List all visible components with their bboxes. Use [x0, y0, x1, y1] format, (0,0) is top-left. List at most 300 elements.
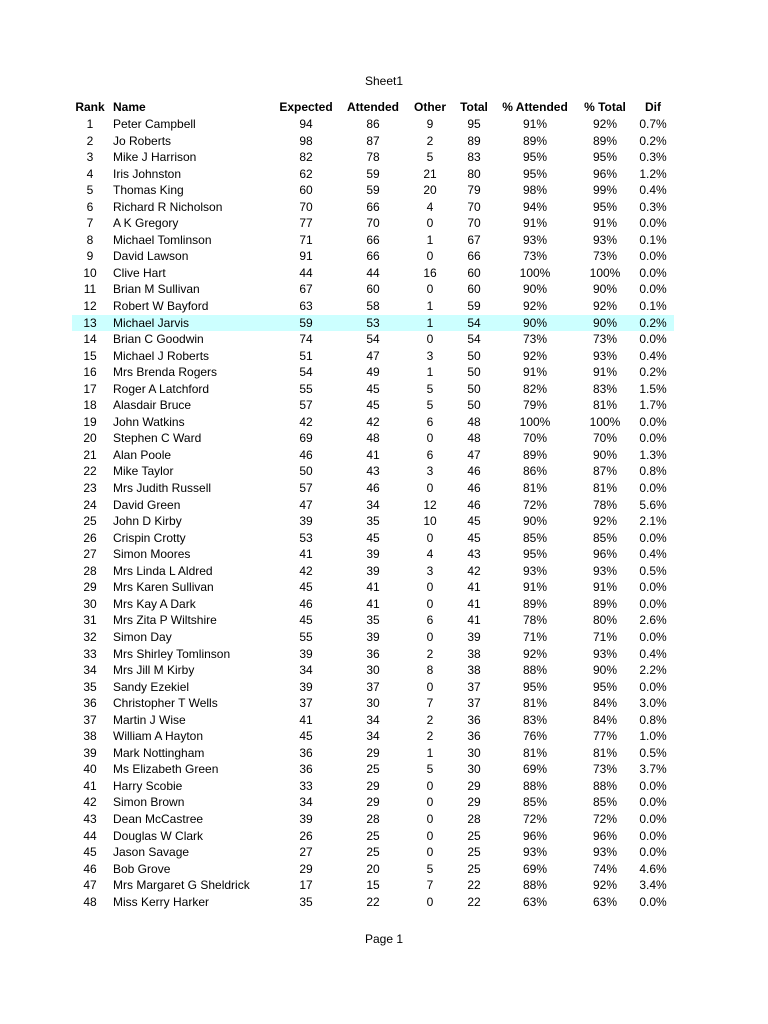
cell-name: Mike J Harrison	[113, 150, 197, 165]
cell-pct-attended: 92%	[522, 299, 548, 314]
cell-pct-attended: 86%	[522, 464, 548, 479]
cell-pct-total: 70%	[592, 431, 618, 446]
table-row	[72, 513, 674, 530]
cell-dif: 0.2%	[639, 315, 667, 330]
cell-name: Mrs Brenda Rogers	[113, 365, 218, 380]
cell-total: 89	[467, 133, 481, 148]
cell-pct-attended: 70%	[522, 431, 548, 446]
cell-expected: 39	[299, 679, 313, 694]
cell-dif: 0.4%	[639, 646, 667, 661]
cell-dif: 0.5%	[639, 563, 667, 578]
cell-expected: 94	[299, 117, 313, 131]
cell-name: Roger A Latchford	[113, 381, 210, 396]
cell-total: 66	[467, 249, 481, 264]
cell-name: Richard R Nicholson	[113, 199, 223, 214]
table-row	[72, 530, 674, 547]
cell-total: 38	[467, 646, 481, 661]
cell-attended: 45	[366, 398, 380, 413]
cell-rank: 38	[83, 729, 97, 744]
cell-pct-attended: 82%	[522, 381, 548, 396]
cell-pct-total: 96%	[592, 547, 618, 562]
cell-expected: 74	[299, 332, 313, 347]
cell-attended: 34	[366, 712, 380, 727]
cell-rank: 32	[83, 629, 97, 644]
cell-total: 29	[467, 795, 481, 810]
table-row	[72, 579, 674, 596]
cell-dif: 0.0%	[639, 431, 667, 446]
table-row	[72, 894, 674, 911]
cell-name: William A Hayton	[113, 729, 204, 744]
table-row	[72, 265, 674, 282]
cell-name: Mrs Karen Sullivan	[113, 580, 214, 595]
cell-other: 0	[426, 811, 434, 826]
cell-rank: 2	[86, 133, 94, 148]
cell-other: 5	[426, 861, 434, 876]
cell-attended: 66	[366, 199, 380, 214]
cell-attended: 37	[366, 679, 380, 694]
cell-dif: 0.0%	[639, 265, 667, 280]
cell-expected: 50	[299, 464, 313, 479]
cell-total: 41	[467, 613, 481, 628]
cell-other: 0	[426, 845, 434, 860]
cell-expected: 77	[299, 216, 313, 231]
cell-dif: 1.7%	[639, 398, 667, 413]
cell-dif: 0.0%	[639, 629, 667, 644]
cell-attended: 25	[366, 845, 380, 860]
cell-other: 0	[426, 596, 434, 611]
cell-pct-attended: 95%	[522, 679, 548, 694]
cell-rank: 37	[83, 712, 97, 727]
cell-attended: 39	[366, 629, 380, 644]
cell-total: 25	[467, 861, 481, 876]
cell-attended: 54	[366, 332, 380, 347]
table-row	[72, 414, 674, 431]
cell-pct-attended: 98%	[522, 183, 548, 198]
cell-rank: 33	[83, 646, 97, 661]
cell-name: Simon Moores	[113, 547, 191, 562]
table-row	[72, 612, 674, 629]
cell-name: Sandy Ezekiel	[113, 679, 190, 694]
cell-other: 0	[426, 282, 434, 297]
cell-dif: 0.0%	[639, 596, 667, 611]
cell-rank: 46	[83, 861, 97, 876]
cell-name: Michael J Roberts	[113, 348, 210, 363]
cell-dif: 3.4%	[639, 878, 667, 893]
cell-name: Douglas W Clark	[113, 828, 204, 843]
cell-expected: 34	[299, 663, 313, 678]
cell-total: 25	[467, 845, 481, 860]
cell-attended: 22	[366, 894, 380, 909]
cell-attended: 15	[366, 878, 380, 893]
cell-dif: 0.4%	[639, 547, 667, 562]
cell-dif: 0.0%	[639, 828, 667, 843]
cell-total: 59	[467, 299, 481, 314]
cell-pct-attended: 92%	[522, 646, 548, 661]
cell-attended: 49	[366, 365, 380, 380]
cell-dif: 0.0%	[639, 580, 667, 595]
cell-total: 36	[467, 729, 481, 744]
cell-attended: 25	[366, 828, 380, 843]
cell-rank: 31	[83, 613, 97, 628]
cell-dif: 0.1%	[639, 299, 667, 314]
table-row	[72, 182, 674, 199]
cell-attended: 29	[366, 795, 380, 810]
cell-pct-total: 89%	[592, 596, 618, 611]
cell-rank: 48	[83, 894, 97, 909]
cell-pct-total: 78%	[592, 497, 618, 512]
table-row	[72, 596, 674, 613]
cell-expected: 60	[299, 183, 313, 198]
cell-other: 1	[426, 315, 434, 330]
header-name: Name	[113, 100, 146, 114]
cell-pct-total: 91%	[592, 580, 618, 595]
cell-dif: 0.8%	[639, 712, 667, 727]
cell-attended: 41	[366, 447, 380, 462]
cell-rank: 34	[83, 663, 97, 678]
cell-other: 0	[426, 828, 434, 843]
cell-other: 1	[426, 745, 434, 760]
cell-expected: 39	[299, 646, 313, 661]
cell-other: 3	[426, 563, 434, 578]
cell-total: 54	[467, 315, 481, 330]
cell-attended: 29	[366, 778, 380, 793]
cell-pct-total: 90%	[592, 315, 618, 330]
cell-total: 47	[467, 447, 481, 462]
cell-total: 60	[467, 282, 481, 297]
cell-pct-attended: 81%	[522, 696, 548, 711]
cell-attended: 59	[366, 166, 380, 181]
cell-pct-total: 93%	[592, 232, 618, 247]
cell-dif: 1.3%	[639, 447, 667, 462]
cell-pct-total: 87%	[592, 464, 618, 479]
cell-dif: 0.0%	[639, 778, 667, 793]
cell-expected: 41	[299, 547, 313, 562]
cell-dif: 3.7%	[639, 762, 667, 777]
cell-pct-total: 73%	[592, 332, 618, 347]
cell-rank: 4	[86, 166, 94, 181]
table-row	[72, 381, 674, 398]
cell-dif: 1.0%	[639, 729, 667, 744]
cell-dif: 3.0%	[639, 696, 667, 711]
cell-rank: 9	[86, 249, 94, 264]
cell-pct-attended: 100%	[519, 414, 551, 429]
cell-expected: 35	[299, 894, 313, 909]
cell-other: 1	[426, 299, 434, 314]
cell-other: 3	[426, 348, 434, 363]
cell-dif: 0.0%	[639, 811, 667, 826]
table-row	[72, 480, 674, 497]
cell-rank: 42	[83, 795, 97, 810]
cell-other: 16	[423, 265, 437, 280]
cell-rank: 44	[83, 828, 97, 843]
cell-pct-total: 92%	[592, 117, 618, 131]
cell-expected: 91	[299, 249, 313, 264]
cell-rank: 8	[86, 232, 94, 247]
cell-pct-total: 95%	[592, 679, 618, 694]
cell-attended: 39	[366, 563, 380, 578]
cell-rank: 17	[83, 381, 97, 396]
cell-dif: 0.0%	[639, 282, 667, 297]
cell-dif: 0.5%	[639, 745, 667, 760]
cell-dif: 0.0%	[639, 679, 667, 694]
cell-total: 43	[467, 547, 481, 562]
cell-dif: 0.1%	[639, 232, 667, 247]
cell-attended: 48	[366, 431, 380, 446]
cell-other: 0	[426, 580, 434, 595]
cell-total: 38	[467, 663, 481, 678]
cell-attended: 60	[366, 282, 380, 297]
cell-attended: 47	[366, 348, 380, 363]
table-row	[72, 248, 674, 265]
table-row	[72, 166, 674, 183]
cell-attended: 58	[366, 299, 380, 314]
cell-expected: 67	[299, 282, 313, 297]
page-footer: Page 1	[364, 932, 404, 946]
cell-dif: 0.4%	[639, 183, 667, 198]
cell-total: 54	[467, 332, 481, 347]
cell-name: John Watkins	[113, 414, 185, 429]
cell-dif: 1.2%	[639, 166, 667, 181]
cell-attended: 45	[366, 381, 380, 396]
cell-expected: 45	[299, 580, 313, 595]
cell-attended: 25	[366, 762, 380, 777]
cell-pct-attended: 81%	[522, 745, 548, 760]
cell-total: 45	[467, 514, 481, 529]
cell-pct-attended: 69%	[522, 861, 548, 876]
cell-pct-attended: 79%	[522, 398, 548, 413]
cell-name: David Lawson	[113, 249, 189, 264]
cell-total: 28	[467, 811, 481, 826]
cell-name: John D Kirby	[113, 514, 182, 529]
cell-name: Dean McCastree	[113, 811, 204, 826]
cell-pct-total: 88%	[592, 778, 618, 793]
cell-pct-total: 90%	[592, 663, 618, 678]
cell-rank: 14	[83, 332, 97, 347]
cell-name: Mrs Linda L Aldred	[113, 563, 213, 578]
cell-other: 20	[423, 183, 437, 198]
table-row	[72, 133, 674, 150]
table-row	[72, 712, 674, 729]
cell-total: 41	[467, 580, 481, 595]
cell-dif: 0.3%	[639, 199, 667, 214]
cell-pct-total: 99%	[592, 183, 618, 198]
cell-attended: 44	[366, 265, 380, 280]
cell-pct-attended: 93%	[522, 563, 548, 578]
cell-pct-attended: 91%	[522, 117, 548, 131]
cell-pct-total: 90%	[592, 282, 618, 297]
cell-name: Mrs Zita P Wiltshire	[113, 613, 217, 628]
cell-pct-attended: 91%	[522, 580, 548, 595]
cell-expected: 42	[299, 563, 313, 578]
cell-pct-attended: 63%	[522, 894, 548, 909]
cell-pct-attended: 95%	[522, 150, 548, 165]
header-dif: Dif	[645, 100, 661, 114]
cell-other: 2	[426, 133, 434, 148]
cell-pct-attended: 72%	[522, 497, 548, 512]
cell-pct-attended: 90%	[522, 514, 548, 529]
cell-total: 48	[467, 414, 481, 429]
cell-pct-total: 95%	[592, 150, 618, 165]
cell-dif: 0.0%	[639, 332, 667, 347]
cell-attended: 78	[366, 150, 380, 165]
cell-pct-total: 92%	[592, 299, 618, 314]
cell-name: Michael Jarvis	[113, 315, 190, 330]
cell-pct-attended: 88%	[522, 778, 548, 793]
cell-pct-attended: 85%	[522, 795, 548, 810]
table-row	[72, 232, 674, 249]
table-row	[72, 397, 674, 414]
cell-attended: 30	[366, 696, 380, 711]
cell-other: 1	[426, 365, 434, 380]
cell-dif: 0.0%	[639, 795, 667, 810]
cell-expected: 45	[299, 729, 313, 744]
cell-name: Thomas King	[113, 183, 184, 198]
cell-rank: 35	[83, 679, 97, 694]
cell-rank: 45	[83, 845, 97, 860]
cell-rank: 24	[83, 497, 97, 512]
cell-dif: 2.2%	[639, 663, 667, 678]
cell-pct-attended: 73%	[522, 249, 548, 264]
cell-other: 0	[426, 679, 434, 694]
cell-rank: 6	[86, 199, 94, 214]
cell-name: David Green	[113, 497, 181, 512]
table-row-highlighted	[72, 315, 674, 332]
cell-rank: 15	[83, 348, 97, 363]
cell-expected: 47	[299, 497, 313, 512]
cell-pct-total: 96%	[592, 166, 618, 181]
table-row	[72, 447, 674, 464]
cell-expected: 46	[299, 447, 313, 462]
cell-other: 0	[426, 216, 434, 231]
cell-name: Michael Tomlinson	[113, 232, 212, 247]
cell-attended: 36	[366, 646, 380, 661]
cell-total: 46	[467, 481, 481, 496]
cell-name: Mrs Kay A Dark	[113, 596, 196, 611]
cell-expected: 55	[299, 381, 313, 396]
cell-expected: 63	[299, 299, 313, 314]
cell-pct-attended: 78%	[522, 613, 548, 628]
cell-rank: 28	[83, 563, 97, 578]
cell-name: Martin J Wise	[113, 712, 186, 727]
cell-other: 8	[426, 663, 434, 678]
cell-rank: 3	[86, 150, 94, 165]
cell-attended: 59	[366, 183, 380, 198]
table-row	[72, 629, 674, 646]
cell-dif: 0.0%	[639, 894, 667, 909]
table-row	[72, 430, 674, 447]
header-pct-attended: % Attended	[502, 100, 568, 114]
cell-rank: 47	[83, 878, 97, 893]
cell-expected: 36	[299, 762, 313, 777]
cell-total: 67	[467, 232, 481, 247]
cell-total: 45	[467, 530, 481, 545]
cell-other: 0	[426, 778, 434, 793]
cell-attended: 66	[366, 249, 380, 264]
cell-name: Stephen C Ward	[113, 431, 202, 446]
cell-pct-total: 80%	[592, 613, 618, 628]
cell-pct-total: 81%	[592, 745, 618, 760]
cell-total: 70	[467, 199, 481, 214]
table-row	[72, 828, 674, 845]
cell-expected: 62	[299, 166, 313, 181]
cell-pct-total: 91%	[592, 216, 618, 231]
cell-attended: 46	[366, 481, 380, 496]
cell-name: Crispin Crotty	[113, 530, 186, 545]
cell-expected: 36	[299, 745, 313, 760]
cell-rank: 43	[83, 811, 97, 826]
cell-dif: 0.0%	[639, 530, 667, 545]
cell-attended: 34	[366, 497, 380, 512]
cell-total: 95	[467, 117, 481, 131]
cell-pct-attended: 93%	[522, 232, 548, 247]
cell-pct-total: 93%	[592, 646, 618, 661]
cell-dif: 0.4%	[639, 348, 667, 363]
cell-attended: 66	[366, 232, 380, 247]
cell-expected: 45	[299, 613, 313, 628]
sheet-title: Sheet1	[364, 74, 404, 88]
table-row	[72, 497, 674, 514]
cell-other: 21	[423, 166, 437, 181]
cell-attended: 29	[366, 745, 380, 760]
cell-pct-total: 90%	[592, 447, 618, 462]
cell-other: 10	[423, 514, 437, 529]
cell-dif: 0.7%	[639, 117, 667, 131]
cell-total: 22	[467, 878, 481, 893]
table-header-row	[72, 99, 674, 116]
cell-rank: 11	[83, 282, 97, 297]
cell-pct-attended: 85%	[522, 530, 548, 545]
cell-other: 3	[426, 464, 434, 479]
header-pct-total: % Total	[584, 100, 626, 114]
table-row	[72, 546, 674, 563]
cell-expected: 82	[299, 150, 313, 165]
cell-pct-total: 91%	[592, 365, 618, 380]
cell-rank: 13	[83, 315, 97, 330]
cell-expected: 34	[299, 795, 313, 810]
cell-expected: 27	[299, 845, 313, 860]
cell-pct-attended: 89%	[522, 596, 548, 611]
cell-rank: 20	[83, 431, 97, 446]
cell-total: 36	[467, 712, 481, 727]
cell-other: 9	[426, 117, 434, 131]
table-row	[72, 844, 674, 861]
cell-other: 4	[426, 199, 434, 214]
cell-expected: 42	[299, 414, 313, 429]
cell-attended: 41	[366, 580, 380, 595]
cell-expected: 33	[299, 778, 313, 793]
cell-rank: 19	[83, 414, 97, 429]
cell-other: 2	[426, 712, 434, 727]
cell-pct-total: 73%	[592, 762, 618, 777]
table-row	[72, 861, 674, 878]
cell-dif: 5.6%	[639, 497, 667, 512]
cell-expected: 69	[299, 431, 313, 446]
cell-pct-total: 92%	[592, 514, 618, 529]
cell-other: 5	[426, 381, 434, 396]
cell-other: 0	[426, 530, 434, 545]
table-row	[72, 662, 674, 679]
cell-rank: 1	[86, 117, 94, 131]
cell-pct-total: 100%	[589, 414, 621, 429]
cell-attended: 87	[366, 133, 380, 148]
table-row	[72, 745, 674, 762]
cell-attended: 43	[366, 464, 380, 479]
cell-pct-total: 95%	[592, 199, 618, 214]
table-row	[72, 281, 674, 298]
cell-attended: 34	[366, 729, 380, 744]
table-row	[72, 794, 674, 811]
cell-pct-total: 74%	[592, 861, 618, 876]
